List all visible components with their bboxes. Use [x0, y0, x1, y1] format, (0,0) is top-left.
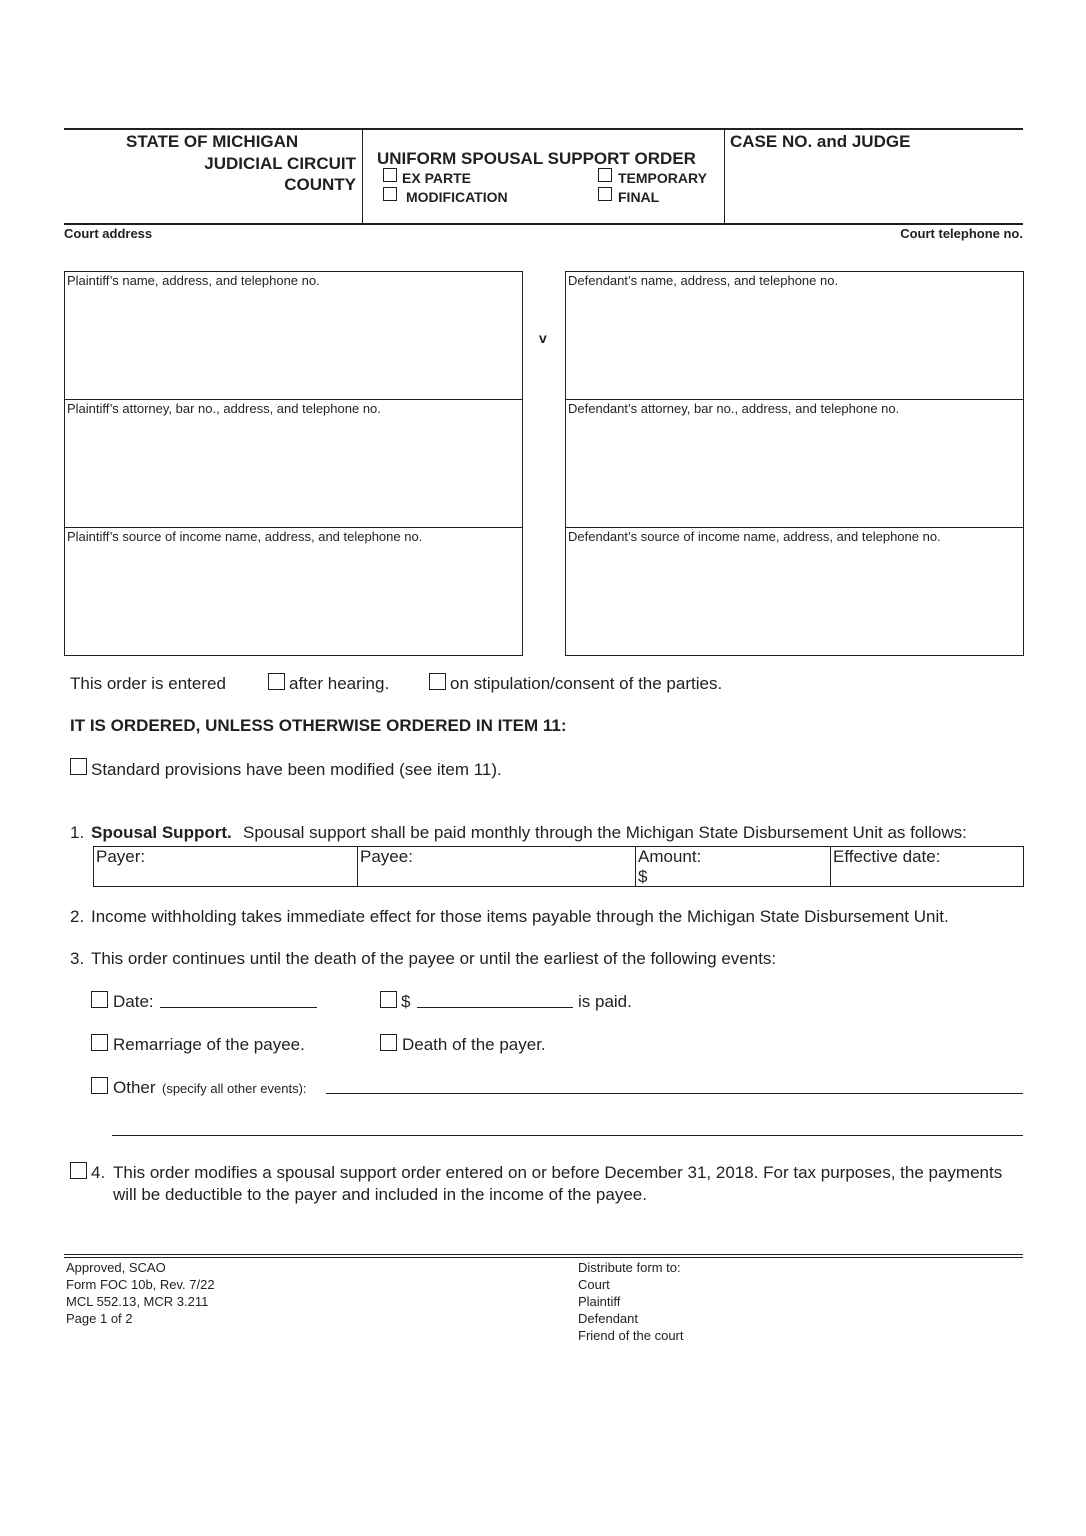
- defendant-attorney-field[interactable]: Defendant’s attorney, bar no., address, and telephone no.: [568, 401, 900, 416]
- temporary-checkbox[interactable]: [598, 168, 612, 182]
- ordered-heading: IT IS ORDERED, UNLESS OTHERWISE ORDERED IN ITEM 11:: [70, 716, 567, 735]
- plaintiff-divider-1: [64, 399, 523, 400]
- support-table-col-1: [357, 846, 358, 887]
- defendant-income-field[interactable]: Defendant’s source of income name, address, and telephone no.: [568, 529, 941, 544]
- standard-modified-label: Standard provisions have been modified (see item 11).: [91, 760, 502, 779]
- amount-dollar-sign: $: [638, 867, 648, 886]
- date-checkbox[interactable]: [91, 991, 108, 1008]
- footer-page: Page 1 of 2: [66, 1311, 133, 1326]
- defendant-name-field[interactable]: Defendant’s name, address, and telephone no.: [568, 273, 839, 288]
- stipulation-checkbox[interactable]: [429, 673, 446, 690]
- death-payer-label: Death of the payer.: [402, 1035, 546, 1054]
- plaintiff-name-field[interactable]: Plaintiff’s name, address, and telephone no.: [67, 273, 320, 288]
- effective-date-field-label[interactable]: Effective date:: [833, 847, 941, 866]
- item1-number: 1.: [70, 823, 85, 842]
- entry-intro: This order is entered: [70, 674, 226, 693]
- other-input-line-2[interactable]: [112, 1135, 1023, 1136]
- final-label: FINAL: [618, 189, 660, 205]
- support-table-col-2: [635, 846, 636, 887]
- support-table-col-3: [830, 846, 831, 887]
- after-hearing-checkbox[interactable]: [268, 673, 285, 690]
- header-divider-2: [724, 128, 725, 223]
- modification-label: MODIFICATION: [406, 189, 508, 205]
- county-label: COUNTY: [284, 175, 356, 194]
- footer-distribute: Distribute form to:: [578, 1260, 681, 1275]
- header-top-rule: [64, 128, 1023, 130]
- footer-recipient-friend: Friend of the court: [578, 1328, 684, 1343]
- date-input-line[interactable]: [160, 1007, 317, 1008]
- other-input-line-1[interactable]: [326, 1093, 1023, 1094]
- item2-number: 2.: [70, 907, 85, 926]
- other-label: Other: [113, 1078, 156, 1097]
- footer-form-number: Form FOC 10b, Rev. 7/22: [66, 1277, 215, 1292]
- defendant-divider-1: [565, 399, 1024, 400]
- payee-field-label[interactable]: Payee:: [360, 847, 413, 866]
- modification-checkbox[interactable]: [383, 187, 397, 201]
- form-title: UNIFORM SPOUSAL SUPPORT ORDER: [377, 149, 696, 168]
- footer-recipient-defendant: Defendant: [578, 1311, 638, 1326]
- other-checkbox[interactable]: [91, 1077, 108, 1094]
- amount-field-label[interactable]: Amount:: [638, 847, 702, 866]
- ex-parte-label: EX PARTE: [402, 170, 471, 186]
- plaintiff-divider-2: [64, 527, 523, 528]
- item2-text: Income withholding takes immediate effect for those items payable through the Michigan State Disbursement Unit.: [91, 907, 949, 926]
- item1-title: Spousal Support.: [91, 823, 232, 842]
- footer-recipient-court: Court: [578, 1277, 610, 1292]
- court-address-label: Court address: [64, 226, 153, 241]
- death-payer-checkbox[interactable]: [380, 1034, 397, 1051]
- court-phone-label: Court telephone no.: [900, 226, 1023, 241]
- date-label: Date:: [113, 992, 154, 1011]
- footer-approved: Approved, SCAO: [66, 1260, 166, 1275]
- amount-paid-dollar: $: [401, 992, 411, 1011]
- amount-paid-input-line[interactable]: [417, 1007, 573, 1008]
- item4-checkbox[interactable]: [70, 1162, 87, 1179]
- defendant-divider-2: [565, 527, 1024, 528]
- ex-parte-checkbox[interactable]: [383, 168, 397, 182]
- state-label: STATE OF MICHIGAN: [126, 132, 299, 151]
- temporary-label: TEMPORARY: [618, 170, 707, 186]
- header-bottom-rule: [64, 223, 1023, 225]
- item4-line2: will be deductible to the payer and included in the income of the payee.: [113, 1185, 647, 1204]
- item4-number: 4.: [91, 1163, 106, 1182]
- standard-modified-checkbox[interactable]: [70, 758, 87, 775]
- payer-field-label[interactable]: Payer:: [96, 847, 146, 866]
- versus-label: v: [539, 330, 547, 346]
- is-paid-label: is paid.: [578, 992, 632, 1011]
- item1-text: Spousal support shall be paid monthly through the Michigan State Disbursement Unit as follows:: [243, 823, 967, 842]
- final-checkbox[interactable]: [598, 187, 612, 201]
- footer-recipient-plaintiff: Plaintiff: [578, 1294, 621, 1309]
- item3-text: This order continues until the death of the payee or until the earliest of the following events:: [91, 949, 777, 968]
- case-no-label: CASE NO. and JUDGE: [730, 132, 911, 151]
- header-divider-1: [362, 128, 363, 223]
- stipulation-label: on stipulation/consent of the parties.: [450, 674, 723, 693]
- plaintiff-attorney-field[interactable]: Plaintiff’s attorney, bar no., address, and telephone no.: [67, 401, 381, 416]
- circuit-label: JUDICIAL CIRCUIT: [204, 154, 356, 173]
- after-hearing-label: after hearing.: [289, 674, 390, 693]
- footer-rule-1: [64, 1254, 1023, 1255]
- item4-line1: This order modifies a spousal support order entered on or before December 31, 2018. For tax purposes, the payments: [113, 1163, 1003, 1182]
- footer-rule-2: [64, 1257, 1023, 1258]
- remarriage-checkbox[interactable]: [91, 1034, 108, 1051]
- remarriage-label: Remarriage of the payee.: [113, 1035, 305, 1054]
- plaintiff-income-field[interactable]: Plaintiff’s source of income name, address, and telephone no.: [67, 529, 423, 544]
- other-note: (specify all other events):: [162, 1081, 307, 1096]
- item3-number: 3.: [70, 949, 85, 968]
- footer-mcl: MCL 552.13, MCR 3.211: [66, 1294, 209, 1309]
- amount-paid-checkbox[interactable]: [380, 991, 397, 1008]
